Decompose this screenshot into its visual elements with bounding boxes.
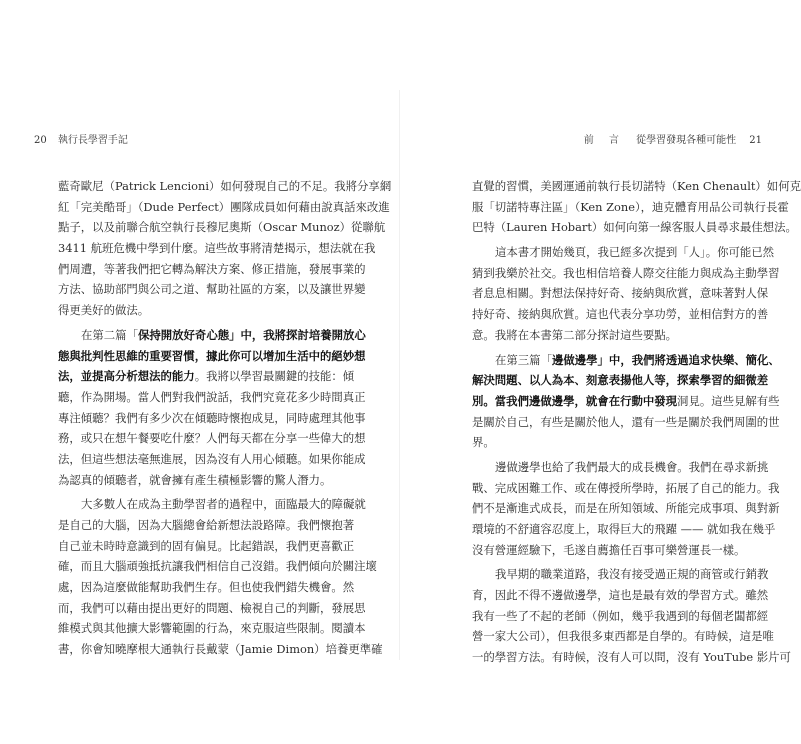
right-text-line: 育，因此不得不邊做邊學，這也是最有效的學習方式。雖然 bbox=[472, 588, 769, 603]
left-text-line: 聽，作為開場。當人們對我們說話，我們究竟花多少時間真正 bbox=[58, 389, 366, 404]
right-text-line: 沒有營運經驗下，毛遂自薦擔任百事可樂營運長一樣。 bbox=[472, 542, 746, 557]
right-text-line: 這本書才開始幾頁，我已經多次提到「人」。你可能已然 bbox=[495, 245, 775, 260]
left-text-line: 點子，以及前聯合航空執行長穆尼奧斯（Oscar Munoz）從聯航 bbox=[58, 220, 386, 235]
left-text-line: 態與批判性思維的重要習慣，據此你可以增加生活中的絕妙想 bbox=[58, 348, 366, 363]
left-text-line: 是自己的大腦，因為大腦總會給新想法設路障。我們懷抱著 bbox=[58, 518, 355, 532]
left-text-line: 藍奇歐尼（Patrick Lencioni）如何發現自己的不足。我將分享網 bbox=[58, 179, 392, 193]
left-text-line: 專注傾聽？我們有多少次在傾聽時懷抱成見，同時處理其他事 bbox=[58, 410, 366, 425]
left-text-line: 在第二篇「保持開放好奇心態」中，我將探討培養開放心 bbox=[81, 327, 366, 342]
left-running-header bbox=[34, 131, 128, 146]
left-text-line: 們周遭，等著我們把它轉為解決方案、修正措施，發展事業的 bbox=[58, 261, 366, 276]
right-text-line: 界。 bbox=[472, 435, 495, 450]
left-page-number: 20 bbox=[34, 135, 47, 146]
right-text-line: 環境的不舒適容忍度上，取得巨大的飛躍 —— 就如我在幾乎 bbox=[472, 522, 776, 536]
left-text-line: 3411 航班危機中學到什麼。這些故事將清楚揭示，想法就在我 bbox=[58, 241, 376, 256]
right-body-text bbox=[472, 176, 801, 668]
left-text-line: 書，你會知曉摩根大通執行長戴蒙（Jamie Dimon）培養更準確 bbox=[58, 642, 383, 657]
right-text-line: 者息息相關。對想法保持好奇、接納與欣賞，意味著對人保 bbox=[472, 286, 769, 301]
left-body-text bbox=[58, 176, 392, 660]
right-text-line: 邊做邊學也給了我們最大的成長機會。我們在尋求新挑 bbox=[495, 459, 769, 474]
right-text-line: 別。當我們邊做邊學，就會在行動中發現洞見。這些見解有些 bbox=[472, 393, 780, 408]
right-text-line: 戰、完成困難工作、或在傳授所學時，拓展了自己的能力。我 bbox=[472, 480, 780, 495]
right-text-line: 直覺的習慣，美國運通前執行長切諾特（Ken Chenault）如何克 bbox=[472, 179, 801, 193]
right-text-line: 營一家大公司），但我很多東西都是自學的。有時候，這是唯 bbox=[472, 629, 774, 644]
left-text-line: 大多數人在成為主動學習者的過程中，面臨最大的障礙就 bbox=[81, 497, 366, 512]
right-text-line: 一的學習方法。有時候，沒有人可以問，沒有 YouTube 影片可 bbox=[472, 650, 791, 665]
left-text-line: 為認真的傾聽者，就會擁有產生積極影響的驚人潛力。 bbox=[58, 472, 332, 487]
right-text-line: 猜到我樂於社交。我也相信培養人際交往能力與成為主動學習 bbox=[472, 265, 780, 280]
left-text-line: 方法、協助部門與公司之道、幫助社區的方案，以及讓世界變 bbox=[58, 282, 366, 297]
left-page bbox=[0, 0, 400, 744]
right-text-line: 在第三篇「邊做邊學」中，我們將透過追求快樂、簡化、 bbox=[495, 352, 780, 367]
left-text-line: 而，我們可以藉由提出更好的問題、檢視自己的判斷，發展思 bbox=[58, 600, 366, 615]
right-text-line: 我有一些了不起的老師（例如，幾乎我遇到的每個老闆都經 bbox=[472, 608, 769, 623]
right-text-line: 解決問題、以人為本、刻意表揚他人等，探索學習的細微差 bbox=[472, 373, 769, 388]
right-page-number: 21 bbox=[749, 135, 762, 146]
right-section-label: 前 言 bbox=[583, 135, 625, 146]
left-text-line: 得更美好的做法。 bbox=[58, 303, 150, 318]
left-running-head-title: 執行長學習手記 bbox=[57, 135, 128, 146]
left-text-line: 處，因為這麼做能幫助我們生存。但也使我們錯失機會。然 bbox=[58, 580, 355, 595]
right-page bbox=[400, 0, 800, 744]
left-text-line: 紅「完美酷哥」（Dude Perfect）團隊成員如何藉由說真話來改進 bbox=[58, 199, 390, 214]
left-text-line: 維模式與其他擴大影響範圍的行為，來克服這些限制。閱讀本 bbox=[58, 621, 366, 636]
right-running-header bbox=[584, 131, 762, 146]
right-text-line: 服「切諾特專注區」（Ken Zone），迪克體育用品公司執行長霍 bbox=[472, 199, 789, 214]
right-text-line: 持好奇、接納與欣賞。這也代表分享功勞，並相信對方的善 bbox=[472, 307, 769, 322]
left-text-line: 法，並提高分析想法的能力。我將以學習最關鍵的技能：傾 bbox=[58, 369, 355, 384]
left-text-line: 務，或只在想午餐要吃什麼？人們每天都在分享一些偉大的想 bbox=[58, 431, 366, 446]
right-running-head-title: 從學習發現各種可能性 bbox=[636, 135, 737, 146]
left-text-line: 自己並未時時意識到的固有偏見。比起錯誤，我們更喜歡正 bbox=[58, 538, 355, 553]
right-text-line: 是關於自己，有些是關於他人，還有一些是關於我們周圍的世 bbox=[472, 414, 780, 429]
right-text-line: 我早期的職業道路，我沒有接受過正規的商管或行銷教 bbox=[495, 567, 769, 582]
right-text-line: 巴特（Lauren Hobart）如何向第一線客服人員尋求最佳想法。 bbox=[472, 220, 797, 235]
right-text-line: 們不是漸進式成長，而是在所知領域、所能完成事項、與對新 bbox=[472, 501, 780, 516]
left-text-line: 法，但這些想法毫無進展，因為沒有人用心傾聽。如果你能成 bbox=[58, 451, 366, 466]
right-text-line: 意。我將在本書第二部分探討這些要點。 bbox=[472, 327, 678, 342]
left-text-line: 確，而且大腦頑強抵抗讓我們相信自己沒錯。我們傾向於關注壞 bbox=[58, 559, 377, 574]
